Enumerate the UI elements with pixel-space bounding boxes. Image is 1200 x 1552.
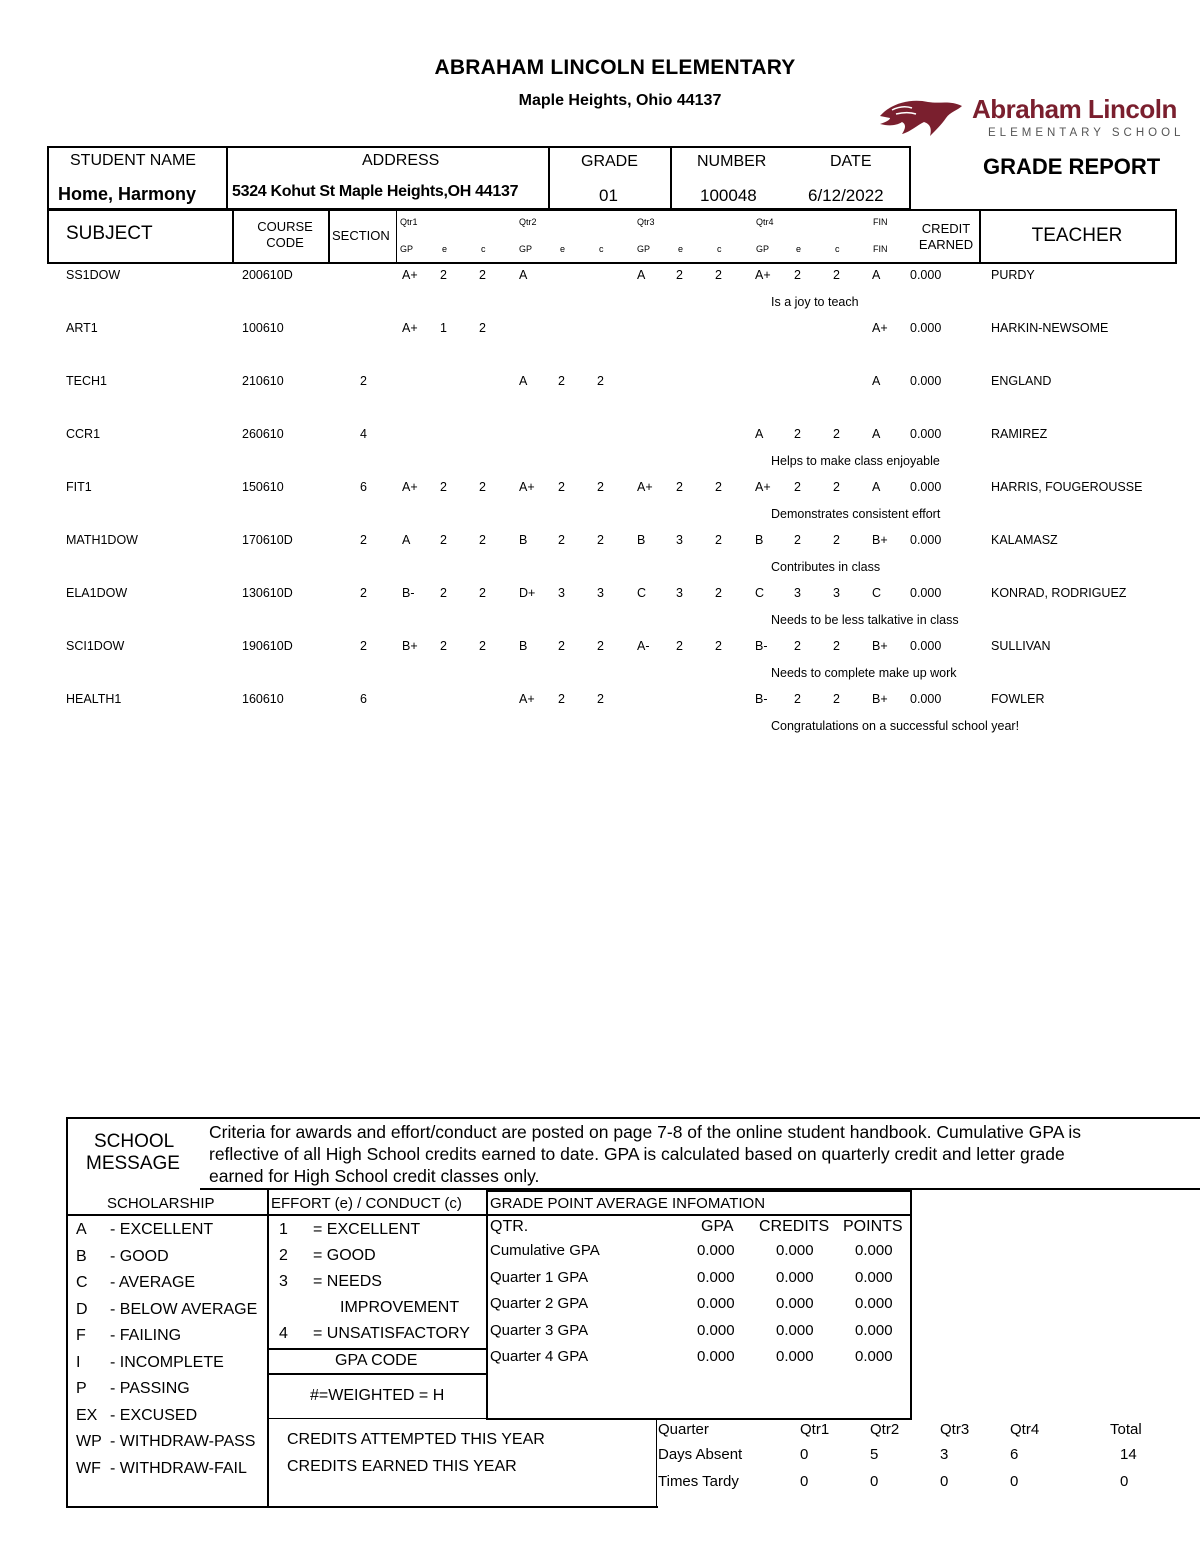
row-credit: 0.000: [910, 427, 942, 441]
effort-code: 2: [279, 1247, 288, 1264]
report-date: 6/12/2022: [808, 186, 884, 205]
row-q3-effort: 3: [676, 533, 683, 547]
gpa-title: GRADE POINT AVERAGE INFOMATION: [490, 1195, 766, 1212]
row-q3-grade: C: [637, 586, 647, 600]
logo-name: Abraham Lincoln: [972, 94, 1177, 124]
scholarship-desc: - INCOMPLETE: [110, 1353, 224, 1371]
bottom-rule: [66, 1506, 658, 1508]
row-subject: ART1: [66, 321, 98, 335]
gpa-row-credits: 0.000: [776, 1348, 814, 1365]
gpa-code-title: GPA CODE: [335, 1352, 418, 1369]
gpa-row-credits: 0.000: [776, 1295, 814, 1312]
number-label: NUMBER: [697, 153, 767, 170]
attendance-value: 14: [1120, 1446, 1137, 1463]
scholarship-code: C: [76, 1274, 88, 1291]
row-q1-grade: A+: [402, 321, 418, 335]
scholarship-code: EX: [76, 1406, 98, 1424]
school-message-line-2: reflective of all High School credits earned to date. GPA is calculated based on quarterly credit and letter grade: [209, 1144, 1065, 1164]
row-q3-conduct: 2: [715, 480, 722, 494]
row-q4-conduct: 3: [833, 586, 840, 600]
attendance-row-label: Times Tardy: [658, 1472, 739, 1490]
scholarship-code: D: [76, 1300, 88, 1318]
gpa-row-points: 0.000: [855, 1348, 893, 1365]
row-q3-effort: 2: [676, 480, 683, 494]
gpa-row-gpa: 0.000: [697, 1321, 735, 1339]
student-grade: 01: [599, 186, 618, 205]
row-q2-conduct: 2: [597, 374, 604, 388]
row-q1-conduct: 2: [479, 586, 486, 600]
row-q2-effort: 2: [558, 639, 565, 653]
student-address: 5324 Kohut St Maple Heights,OH 44137: [232, 183, 519, 200]
row-section: 6: [360, 480, 367, 494]
row-subject: MATH1DOW: [66, 533, 138, 547]
gpa-row-credits: 0.000: [776, 1268, 814, 1286]
gpa-code-value: #=WEIGHTED = H: [310, 1387, 445, 1404]
gpa-row-label: Quarter 3 GPA: [490, 1321, 589, 1339]
attendance-value: 3: [940, 1446, 949, 1463]
gpa-row-gpa: 0.000: [697, 1242, 735, 1259]
date-label: DATE: [830, 153, 872, 170]
row-comment: Contributes in class: [771, 560, 881, 574]
gpa-header: QTR.: [490, 1218, 529, 1235]
report-title: GRADE REPORT: [983, 154, 1161, 179]
row-comment: Needs to complete make up work: [771, 666, 957, 680]
row-teacher: HARKIN-NEWSOME: [991, 321, 1109, 335]
row-q4-grade: A+: [755, 480, 771, 494]
scholarship-code: A: [76, 1221, 87, 1238]
row-subject: SCI1DOW: [66, 639, 125, 653]
row-section: 2: [360, 533, 367, 547]
row-comment: Needs to be less talkative in class: [771, 613, 959, 627]
row-q3-effort: 2: [676, 268, 683, 282]
col-q1-gp: GP: [400, 244, 414, 254]
bottom-left-border: [66, 1117, 68, 1507]
row-subject: SS1DOW: [66, 268, 121, 282]
row-q4-grade: C: [755, 586, 765, 600]
row-q4-effort: 3: [794, 586, 801, 600]
student-name-label: STUDENT NAME: [70, 152, 196, 169]
row-comment: Congratulations on a successful school year!: [771, 719, 1020, 733]
row-q3-grade: A: [637, 268, 646, 282]
gpa-row-gpa: 0.000: [697, 1268, 735, 1286]
row-course-code: 170610D: [242, 533, 293, 547]
row-q4-grade: A: [755, 427, 764, 441]
gpa-row-points: 0.000: [855, 1242, 893, 1259]
student-number: 100048: [700, 186, 757, 205]
col-q2-gp: GP: [519, 244, 533, 254]
scholarship-code: WF: [76, 1459, 101, 1477]
row-course-code: 260610: [242, 427, 284, 441]
scholarship-desc: - BELOW AVERAGE: [110, 1300, 258, 1318]
row-q1-conduct: 2: [479, 321, 486, 335]
row-q2-conduct: 2: [597, 639, 604, 653]
row-credit: 0.000: [910, 586, 942, 600]
col-teacher: TEACHER: [1031, 225, 1123, 246]
row-teacher: SULLIVAN: [991, 639, 1051, 653]
col-qtr1: Qtr1: [400, 217, 418, 227]
scholarship-desc: - WITHDRAW-FAIL: [110, 1459, 247, 1477]
effort-desc: IMPROVEMENT: [340, 1299, 460, 1316]
scholarship-code: P: [76, 1380, 87, 1397]
row-final-grade: A: [872, 427, 881, 441]
row-section: 4: [360, 427, 367, 441]
effort-code: 1: [279, 1221, 288, 1238]
row-final-grade: B+: [872, 533, 888, 547]
gpa-row-points: 0.000: [855, 1295, 893, 1312]
row-q4-effort: 2: [794, 480, 801, 494]
row-q2-effort: 2: [558, 692, 565, 706]
row-q2-grade: A+: [519, 480, 535, 494]
col-qtr3: Qtr3: [637, 217, 655, 227]
row-section: 2: [360, 374, 367, 388]
scholarship-code: F: [76, 1327, 86, 1344]
row-q1-grade: A+: [402, 480, 418, 494]
row-teacher: PURDY: [991, 268, 1035, 282]
scholarship-code: WP: [76, 1433, 102, 1450]
school-message-label-2: MESSAGE: [86, 1153, 180, 1174]
row-credit: 0.000: [910, 692, 942, 706]
row-q4-conduct: 2: [833, 692, 840, 706]
row-comment: Is a joy to teach: [771, 295, 859, 309]
credits-attempted: CREDITS ATTEMPTED THIS YEAR: [287, 1431, 545, 1448]
attendance-value: 0: [800, 1446, 809, 1463]
row-q3-conduct: 2: [715, 268, 722, 282]
row-q2-conduct: 2: [597, 533, 604, 547]
attendance-value: 0: [1010, 1472, 1019, 1490]
col-q1-c: c: [481, 244, 486, 254]
row-subject: HEALTH1: [66, 692, 122, 706]
row-q4-effort: 2: [794, 268, 801, 282]
col-q2-c: c: [599, 244, 604, 254]
row-credit: 0.000: [910, 374, 942, 388]
row-q2-effort: 2: [558, 480, 565, 494]
row-course-code: 160610: [242, 692, 284, 706]
row-q4-grade: B-: [755, 692, 768, 706]
row-credit: 0.000: [910, 533, 942, 547]
row-q1-effort: 2: [440, 268, 447, 282]
attendance-header: Qtr1: [800, 1421, 830, 1438]
mustang-logo-icon: [876, 96, 968, 140]
attendance-value: 5: [870, 1446, 879, 1463]
row-section: 2: [360, 586, 367, 600]
row-q4-effort: 2: [794, 533, 801, 547]
row-course-code: 190610D: [242, 639, 293, 653]
row-q1-grade: A: [402, 533, 411, 547]
grade-label: GRADE: [581, 153, 638, 170]
row-q4-conduct: 2: [833, 427, 840, 441]
col-q3-gp: GP: [637, 244, 651, 254]
scholarship-code: B: [76, 1247, 87, 1265]
row-credit: 0.000: [910, 268, 942, 282]
attendance-header: Quarter: [658, 1421, 709, 1438]
attendance-value: 0: [800, 1472, 809, 1490]
scholarship-desc: - AVERAGE: [110, 1274, 196, 1291]
row-q3-conduct: 2: [715, 639, 722, 653]
gpa-row-credits: 0.000: [776, 1242, 814, 1259]
gpa-row-gpa: 0.000: [697, 1348, 735, 1365]
row-q4-conduct: 2: [833, 268, 840, 282]
scholarship-desc: - EXCELLENT: [110, 1221, 214, 1238]
col-course-code: COURSE CODE: [257, 219, 313, 250]
row-q4-grade: A+: [755, 268, 771, 282]
effort-code: 4: [279, 1325, 288, 1342]
row-credit: 0.000: [910, 321, 942, 335]
attendance-value: 0: [1120, 1472, 1129, 1490]
col-section: SECTION: [332, 228, 390, 243]
gpa-header: POINTS: [843, 1218, 903, 1235]
row-q1-conduct: 2: [479, 268, 486, 282]
row-q3-effort: 3: [676, 586, 683, 600]
row-q2-effort: 2: [558, 374, 565, 388]
row-final-grade: B+: [872, 639, 888, 653]
row-q1-effort: 2: [440, 586, 447, 600]
row-subject: TECH1: [66, 374, 107, 388]
row-q2-grade: A: [519, 374, 528, 388]
row-section: 6: [360, 692, 367, 706]
row-q3-effort: 2: [676, 639, 683, 653]
school-city: Maple Heights, Ohio 44137: [518, 92, 722, 109]
scholarship-desc: - PASSING: [110, 1380, 190, 1397]
row-teacher: FOWLER: [991, 692, 1045, 706]
gpa-row-credits: 0.000: [776, 1321, 814, 1339]
row-q4-effort: 2: [794, 639, 801, 653]
gpa-header: GPA: [701, 1218, 734, 1235]
scholarship-code: I: [76, 1353, 81, 1371]
row-q1-conduct: 2: [479, 533, 486, 547]
message-top-rule: [66, 1117, 1200, 1119]
row-q2-grade: D+: [519, 586, 536, 600]
row-final-grade: A: [872, 268, 881, 282]
effort-desc: = EXCELLENT: [313, 1221, 421, 1238]
row-course-code: 200610D: [242, 268, 293, 282]
row-q4-grade: B: [755, 533, 764, 547]
row-q4-effort: 2: [794, 692, 801, 706]
effort-title: EFFORT (e) / CONDUCT (c): [271, 1195, 462, 1212]
row-q1-effort: 2: [440, 533, 447, 547]
row-q1-conduct: 2: [479, 480, 486, 494]
row-q3-grade: A+: [637, 480, 653, 494]
row-q2-effort: 3: [558, 586, 565, 600]
row-q1-effort: 2: [440, 639, 447, 653]
row-q1-grade: A+: [402, 268, 418, 282]
row-q1-effort: 1: [440, 321, 447, 335]
col-q2-e: e: [560, 244, 566, 254]
row-q3-conduct: 2: [715, 533, 722, 547]
row-subject: CCR1: [66, 427, 101, 441]
credits-earned: CREDITS EARNED THIS YEAR: [287, 1458, 517, 1475]
school-message-label-1: SCHOOL: [94, 1131, 175, 1152]
address-label: ADDRESS: [362, 152, 440, 169]
row-q1-grade: B+: [402, 639, 418, 653]
row-section: 2: [360, 639, 367, 653]
row-q1-grade: B-: [402, 586, 415, 600]
row-subject: FIT1: [66, 480, 92, 494]
row-teacher: ENGLAND: [991, 374, 1052, 388]
attendance-value: 0: [870, 1472, 879, 1490]
row-course-code: 210610: [242, 374, 284, 388]
row-q2-grade: B: [519, 639, 528, 653]
effort-desc: = NEEDS: [313, 1273, 382, 1290]
row-q2-grade: A: [519, 268, 528, 282]
gpa-row-gpa: 0.000: [697, 1295, 735, 1312]
row-q2-grade: A+: [519, 692, 535, 706]
row-q4-effort: 2: [794, 427, 801, 441]
row-q4-conduct: 2: [833, 533, 840, 547]
scholarship-desc: - EXCUSED: [110, 1406, 198, 1424]
row-credit: 0.000: [910, 480, 942, 494]
row-final-grade: B+: [872, 692, 888, 706]
attendance-header: Qtr4: [1010, 1421, 1040, 1438]
row-course-code: 130610D: [242, 586, 293, 600]
col-qtr4: Qtr4: [756, 217, 774, 227]
row-teacher: HARRIS, FOUGEROUSSE: [991, 480, 1143, 494]
row-q4-conduct: 2: [833, 480, 840, 494]
row-final-grade: A+: [872, 321, 888, 335]
row-teacher: KONRAD, RODRIGUEZ: [991, 586, 1127, 600]
row-q1-conduct: 2: [479, 639, 486, 653]
col-q4-c: c: [835, 244, 840, 254]
row-q2-grade: B: [519, 533, 528, 547]
row-final-grade: A: [872, 374, 881, 388]
col-q4-e: e: [796, 244, 802, 254]
attendance-header: Total: [1110, 1421, 1142, 1438]
row-final-grade: C: [872, 586, 882, 600]
row-subject: ELA1DOW: [66, 586, 128, 600]
attendance-row-label: Days Absent: [658, 1446, 743, 1463]
row-q3-grade: B: [637, 533, 646, 547]
col-fin: FIN: [873, 217, 888, 227]
student-name: Home, Harmony: [58, 184, 197, 204]
gpa-row-label: Quarter 4 GPA: [490, 1348, 589, 1365]
effort-code: 3: [279, 1273, 288, 1290]
scholarship-desc: - GOOD: [110, 1247, 169, 1265]
col-q3-c: c: [717, 244, 722, 254]
scholarship-desc: - WITHDRAW-PASS: [110, 1433, 256, 1450]
col-q3-e: e: [678, 244, 684, 254]
col-subject: SUBJECT: [66, 223, 153, 244]
attendance-value: 0: [940, 1472, 949, 1490]
row-q4-grade: B-: [755, 639, 768, 653]
row-credit: 0.000: [910, 639, 942, 653]
scholarship-desc: - FAILING: [110, 1327, 182, 1344]
row-comment: Helps to make class enjoyable: [771, 454, 940, 468]
gpa-header: CREDITS: [759, 1218, 830, 1235]
attendance-value: 6: [1010, 1446, 1019, 1463]
col-fin-sub: FIN: [873, 244, 888, 254]
effort-desc: = UNSATISFACTORY: [313, 1325, 470, 1342]
col-q4-gp: GP: [756, 244, 770, 254]
row-q3-conduct: 2: [715, 586, 722, 600]
gpa-row-label: Cumulative GPA: [490, 1242, 600, 1259]
gpa-row-points: 0.000: [855, 1321, 893, 1339]
row-comment: Demonstrates consistent effort: [771, 507, 941, 521]
row-course-code: 100610: [242, 321, 284, 335]
attendance-header: Qtr3: [940, 1421, 970, 1438]
gpa-row-points: 0.000: [855, 1268, 893, 1286]
col-qtr2: Qtr2: [519, 217, 537, 227]
row-teacher: RAMIREZ: [991, 427, 1048, 441]
row-q3-grade: A-: [637, 639, 650, 653]
scholarship-title: SCHOLARSHIP: [107, 1195, 215, 1212]
school-message-line-1: Criteria for awards and effort/conduct are posted on page 7-8 of the online student handbook. Cumulative GPA is: [209, 1122, 1081, 1142]
row-q1-effort: 2: [440, 480, 447, 494]
row-course-code: 150610: [242, 480, 284, 494]
row-q4-conduct: 2: [833, 639, 840, 653]
attendance-header: Qtr2: [870, 1421, 900, 1438]
logo-subtitle: ELEMENTARY SCHOOL: [988, 127, 1185, 139]
col-credit-earned: CREDIT EARNED: [918, 221, 974, 252]
school-message-line-3: earned for High School credit classes only.: [209, 1166, 540, 1186]
row-teacher: KALAMASZ: [991, 533, 1058, 547]
row-q2-conduct: 2: [597, 480, 604, 494]
school-name: ABRAHAM LINCOLN ELEMENTARY: [434, 56, 796, 79]
row-q2-conduct: 2: [597, 692, 604, 706]
col-q1-e: e: [442, 244, 448, 254]
gpa-row-label: Quarter 2 GPA: [490, 1295, 589, 1312]
row-final-grade: A: [872, 480, 881, 494]
effort-desc: = GOOD: [313, 1247, 376, 1264]
gpa-row-label: Quarter 1 GPA: [490, 1268, 589, 1286]
row-q2-effort: 2: [558, 533, 565, 547]
row-q2-conduct: 3: [597, 586, 604, 600]
